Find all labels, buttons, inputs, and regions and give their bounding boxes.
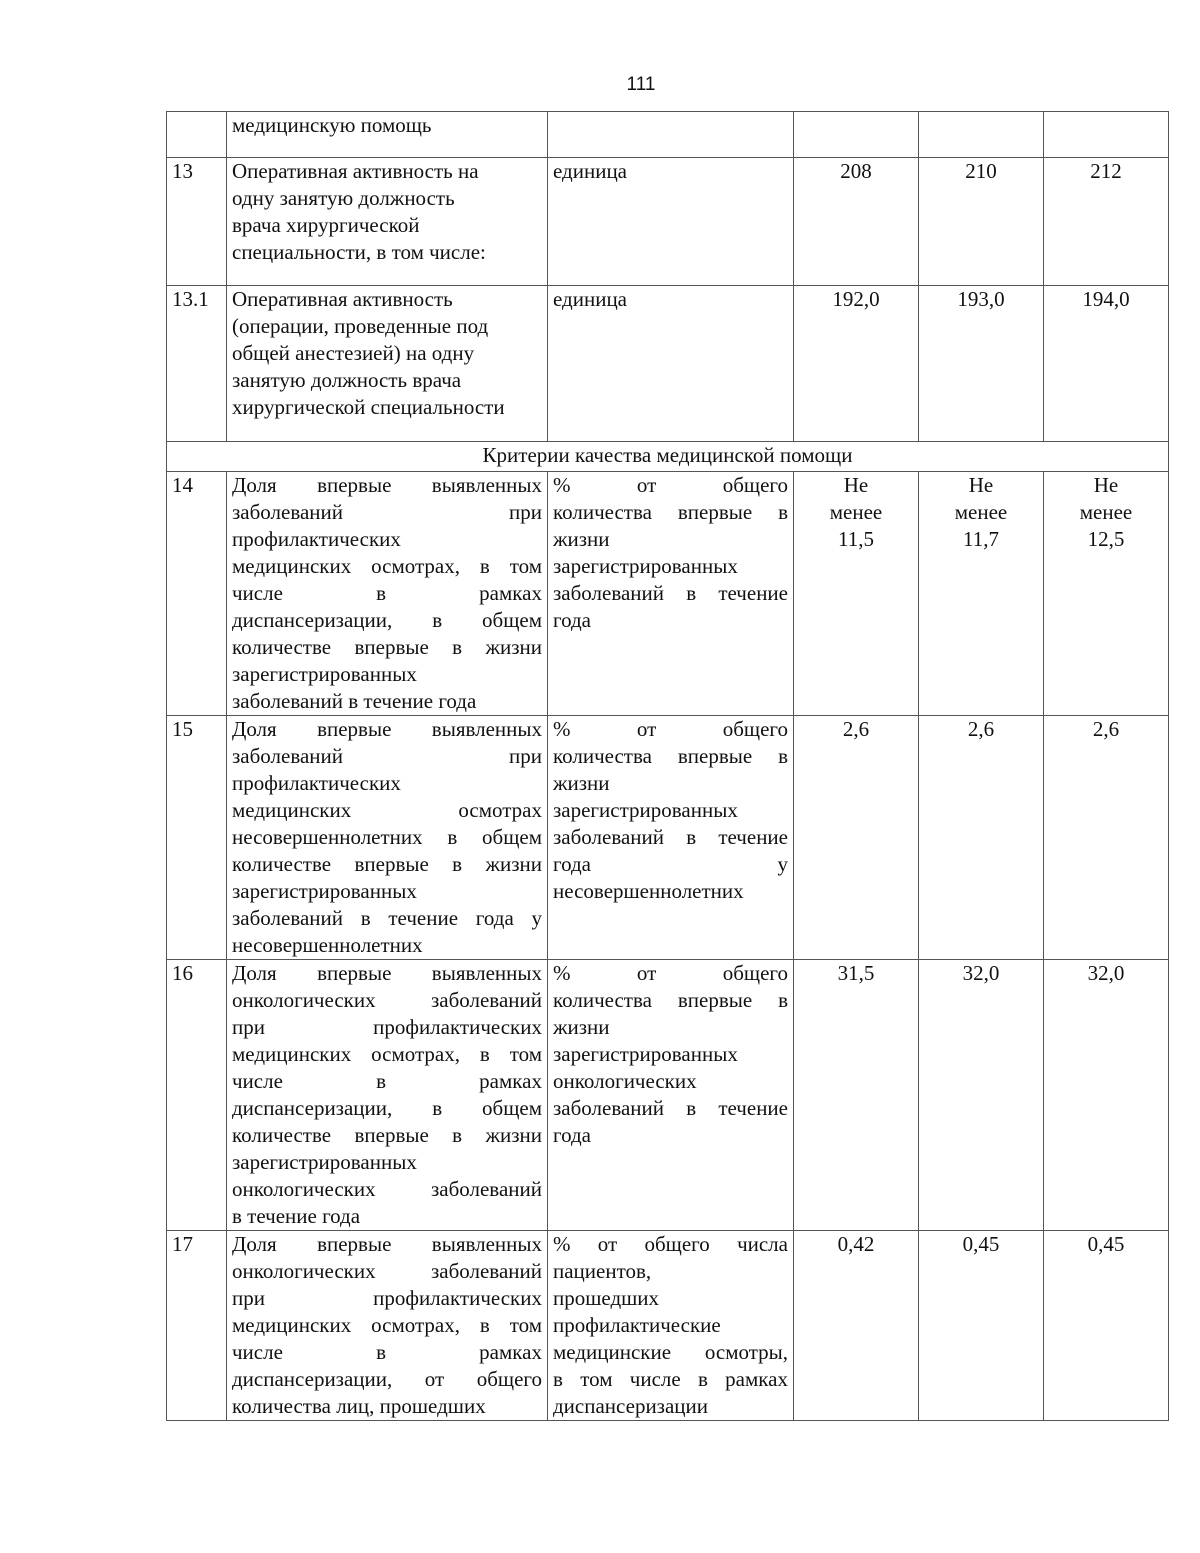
- indicator-name-cell: [227, 158, 548, 286]
- table-row: [167, 286, 1169, 442]
- text-line: заболеваний при: [232, 744, 542, 768]
- value-cell-2: 193,0: [919, 286, 1044, 442]
- text-line: заболеваний в течение: [553, 825, 788, 849]
- text-line: зарегистрированных: [553, 798, 738, 822]
- value-cell-2: 2,6: [919, 716, 1044, 960]
- text-line: Доля впервые выявленных: [232, 717, 542, 741]
- indicator-name-cell: [227, 112, 548, 158]
- table-row: [167, 158, 1169, 286]
- text-line: хирургической специальности: [232, 395, 505, 419]
- unit-cell: [548, 472, 794, 716]
- text-line: количестве впервые в жизни: [232, 852, 542, 876]
- table-row: [167, 1231, 1169, 1421]
- text-line: онкологических заболеваний: [232, 1259, 542, 1283]
- value-cell-3: [1044, 112, 1169, 158]
- table-row: [167, 960, 1169, 1231]
- text-line: количества впервые в: [553, 988, 788, 1012]
- value-cell-2: 0,45: [919, 1231, 1044, 1421]
- text-line: зарегистрированных: [232, 662, 417, 686]
- row-number-cell: 15: [167, 716, 227, 960]
- text-line: профилактических: [232, 771, 401, 795]
- indicator-name-cell: [227, 716, 548, 960]
- table-row: [167, 716, 1169, 960]
- text-line: специальности, в том числе:: [232, 240, 486, 264]
- unit-cell: [548, 1231, 794, 1421]
- text-line: общей анестезией) на одну: [232, 341, 475, 365]
- text-line: единица: [553, 287, 628, 311]
- text-line: количестве впервые в жизни: [232, 635, 542, 659]
- text-line: диспансеризации: [553, 1394, 709, 1418]
- text-line: единица: [553, 159, 628, 183]
- value-cell-1: 0,42: [794, 1231, 919, 1421]
- indicator-name-cell: [227, 286, 548, 442]
- section-title: Критерии качества медицинской помощи: [167, 442, 1169, 472]
- text-line: онкологических заболеваний: [232, 988, 542, 1012]
- value-cell-1: 2,6: [794, 716, 919, 960]
- text-line: при профилактических: [232, 1286, 542, 1310]
- text-line: медицинских осмотрах, в том: [232, 1313, 542, 1337]
- text-line: медицинских осмотрах: [232, 798, 542, 822]
- text-line: несовершеннолетних: [232, 933, 423, 957]
- value-cell-3: 0,45: [1044, 1231, 1169, 1421]
- value-cell-3: 2,6: [1044, 716, 1169, 960]
- text-line: года: [553, 608, 591, 632]
- text-line: % от общего: [553, 473, 788, 497]
- page-number: 111: [626, 74, 656, 95]
- row-number-cell: 14: [167, 472, 227, 716]
- text-line: врача хирургической: [232, 213, 420, 237]
- unit-cell: [548, 286, 794, 442]
- indicator-name-cell: [227, 960, 548, 1231]
- text-line: профилактические: [553, 1313, 721, 1337]
- value-cell-3: 32,0: [1044, 960, 1169, 1231]
- text-line: Оперативная активность: [232, 287, 453, 311]
- unit-cell: [548, 716, 794, 960]
- text-line: жизни: [553, 527, 610, 551]
- text-line: в течение года: [232, 1204, 361, 1228]
- text-line: Оперативная активность на: [232, 159, 479, 183]
- value-cell-1: 192,0: [794, 286, 919, 442]
- text-line: жизни: [553, 1015, 610, 1039]
- unit-cell: [548, 158, 794, 286]
- text-line: количестве впервые в жизни: [232, 1123, 542, 1147]
- text-line: одну занятую должность: [232, 186, 455, 210]
- text-line: (операции, проведенные под: [232, 314, 489, 338]
- text-line: заболеваний в течение года: [232, 689, 477, 713]
- text-line: % от общего числа: [553, 1232, 788, 1256]
- text-line: зарегистрированных: [553, 554, 738, 578]
- text-line: пациентов,: [553, 1259, 652, 1283]
- text-line: онкологических: [553, 1069, 697, 1093]
- value-cell-1: 31,5: [794, 960, 919, 1231]
- indicator-name-cell: [227, 1231, 548, 1421]
- text-line: % от общего: [553, 717, 788, 741]
- text-line: Доля впервые выявленных: [232, 1232, 542, 1256]
- text-line: медицинских осмотрах, в том: [232, 554, 542, 578]
- text-line: года: [553, 1123, 591, 1147]
- value-cell-3: 212: [1044, 158, 1169, 286]
- text-line: заболеваний в течение: [553, 1096, 788, 1120]
- text-line: заболеваний при: [232, 500, 542, 524]
- table-body: [167, 112, 1169, 1421]
- text-line: занятую должность врача: [232, 368, 462, 392]
- value-cell-1: Не менее 11,5: [794, 472, 919, 716]
- row-number-cell: 13.1: [167, 286, 227, 442]
- text-line: медицинскую помощь: [232, 113, 432, 137]
- text-line: зарегистрированных: [553, 1042, 738, 1066]
- text-line: онкологических заболеваний: [232, 1177, 542, 1201]
- row-number-cell: 16: [167, 960, 227, 1231]
- value-cell-1: [794, 112, 919, 158]
- text-line: зарегистрированных: [232, 879, 417, 903]
- text-line: количества лиц, прошедших: [232, 1394, 486, 1418]
- text-line: зарегистрированных: [232, 1150, 417, 1174]
- row-number-cell: 17: [167, 1231, 227, 1421]
- value-cell-2: Не менее 11,7: [919, 472, 1044, 716]
- row-number-cell: 13: [167, 158, 227, 286]
- text-line: при профилактических: [232, 1015, 542, 1039]
- row-number-cell: [167, 112, 227, 158]
- section-header-row: [167, 442, 1169, 472]
- text-line: года у: [553, 852, 788, 876]
- value-cell-1: 208: [794, 158, 919, 286]
- text-line: медицинские осмотры,: [553, 1340, 788, 1364]
- text-line: заболеваний в течение: [553, 581, 788, 605]
- value-cell-2: 210: [919, 158, 1044, 286]
- value-cell-3: Не менее 12,5: [1044, 472, 1169, 716]
- text-line: несовершеннолетних: [553, 879, 744, 903]
- text-line: диспансеризации, от общего: [232, 1367, 542, 1391]
- text-line: числе в рамках: [232, 581, 542, 605]
- unit-cell: [548, 960, 794, 1231]
- indicator-name-cell: [227, 472, 548, 716]
- text-line: медицинских осмотрах, в том: [232, 1042, 542, 1066]
- text-line: количества впервые в: [553, 500, 788, 524]
- value-cell-2: [919, 112, 1044, 158]
- text-line: количества впервые в: [553, 744, 788, 768]
- indicators-table: [166, 111, 1169, 1421]
- text-line: диспансеризации, в общем: [232, 608, 542, 632]
- text-line: числе в рамках: [232, 1069, 542, 1093]
- value-cell-3: 194,0: [1044, 286, 1169, 442]
- table-row: [167, 112, 1169, 158]
- text-line: числе в рамках: [232, 1340, 542, 1364]
- text-line: Доля впервые выявленных: [232, 473, 542, 497]
- unit-cell: [548, 112, 794, 158]
- value-cell-2: 32,0: [919, 960, 1044, 1231]
- text-line: профилактических: [232, 527, 401, 551]
- text-line: заболеваний в течение года у: [232, 906, 542, 930]
- text-line: Доля впервые выявленных: [232, 961, 542, 985]
- text-line: несовершеннолетних в общем: [232, 825, 542, 849]
- text-line: диспансеризации, в общем: [232, 1096, 542, 1120]
- text-line: в том числе в рамках: [553, 1367, 788, 1391]
- text-line: % от общего: [553, 961, 788, 985]
- text-line: жизни: [553, 771, 610, 795]
- text-line: прошедших: [553, 1286, 660, 1310]
- table-row: [167, 472, 1169, 716]
